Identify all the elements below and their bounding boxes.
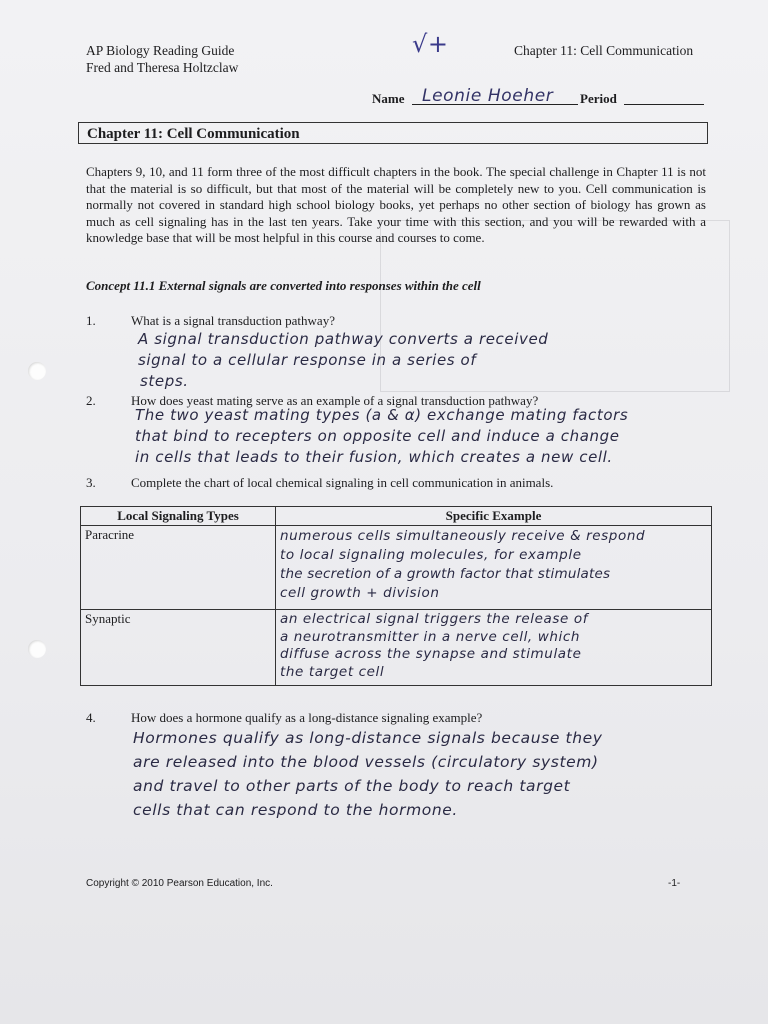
intro-paragraph: Chapters 9, 10, and 11 form three of the most difficult chapters in the book. The special challenge in Chapter 11 is not that the material is so difficult, but that most of the material will be completely new to you. Cell communication is normally not covered in standard high school biology books, yet perhaps no other section of biology has grown as much as cell signaling has in the last ten years. Take your time with this section, and you will be rewarded with a knowledge base that will be most helpful in this course and courses to come. [86, 164, 706, 245]
answer-line: cells that can respond to the hormone. [133, 801, 458, 819]
header-left [86, 42, 238, 76]
local-signaling-chart [80, 506, 712, 686]
table-row [81, 610, 712, 686]
example-line: cell growth + division [280, 585, 440, 601]
chart-header-example: Specific Example [276, 507, 712, 526]
example-cell[interactable] [276, 610, 712, 686]
example-line: the target cell [280, 663, 385, 680]
answer-line: in cells that leads to their fusion, which creates a new cell. [135, 448, 613, 466]
question-2-text: How does yeast mating serve as an example of a signal transduction pathway? [131, 393, 539, 408]
answer-line: and travel to other parts of the body to reach target [133, 777, 571, 795]
question-4-number: 4. [86, 710, 96, 725]
concept-heading: Concept 11.1 External signals are converted into responses within the cell [86, 278, 481, 293]
header-chapter: Chapter 11: Cell Communication [514, 43, 694, 58]
example-line: numerous cells simultaneously receive & respond [280, 528, 646, 544]
page-number: -1- [668, 878, 681, 889]
table-row [81, 526, 712, 610]
punch-hole [28, 362, 46, 380]
answer-line: are released into the blood vessels (circulatory system) [133, 753, 599, 771]
answer-4[interactable] [133, 726, 603, 822]
example-line: a neurotransmitter in a nerve cell, which [280, 628, 581, 645]
example-line: the secretion of a growth factor that stimulates [280, 566, 611, 582]
grade-mark: √+ [412, 30, 449, 58]
question-3-text: Complete the chart of local chemical signaling in cell communication in animals. [131, 475, 554, 490]
answer-line: steps. [140, 372, 189, 390]
example-line: an electrical signal triggers the release of [280, 611, 589, 627]
example-cell[interactable] [276, 526, 712, 610]
answer-1[interactable] [138, 329, 548, 392]
period-underline[interactable] [624, 104, 704, 105]
answer-line: signal to a cellular response in a series of [138, 351, 477, 369]
question-1-text: What is a signal transduction pathway? [131, 313, 335, 328]
answer-line: A signal transduction pathway converts a received [138, 330, 549, 348]
example-line: diffuse across the synapse and stimulate [280, 646, 582, 662]
question-4-text: How does a hormone qualify as a long-distance signaling example? [131, 710, 483, 725]
name-period-line [372, 86, 707, 108]
example-line: to local signaling molecules, for example [280, 547, 582, 563]
punch-hole [28, 640, 46, 658]
copyright-notice: Copyright © 2010 Pearson Education, Inc. [86, 878, 273, 889]
guide-authors: Fred and Theresa Holtzclaw [86, 60, 239, 75]
question-1-number: 1. [86, 313, 96, 328]
answer-line: that bind to recepters on opposite cell and induce a change [135, 427, 620, 445]
answer-2[interactable] [135, 405, 628, 468]
question-2-number: 2. [86, 393, 96, 408]
name-label: Name [372, 91, 405, 106]
chapter-title-box: Chapter 11: Cell Communication [78, 122, 708, 144]
guide-title: AP Biology Reading Guide [86, 43, 235, 58]
answer-line: Hormones qualify as long-distance signals because they [133, 729, 603, 747]
chart-header-row [81, 507, 712, 526]
period-label: Period [580, 91, 617, 106]
signaling-type-cell: Synaptic [81, 610, 276, 686]
student-name[interactable]: Leonie Hoeher [422, 86, 554, 106]
signaling-type-cell: Paracrine [81, 526, 276, 610]
answer-line: The two yeast mating types (a & α) exchange mating factors [135, 406, 629, 424]
question-3-number: 3. [86, 475, 96, 490]
chart-header-type: Local Signaling Types [81, 507, 276, 526]
